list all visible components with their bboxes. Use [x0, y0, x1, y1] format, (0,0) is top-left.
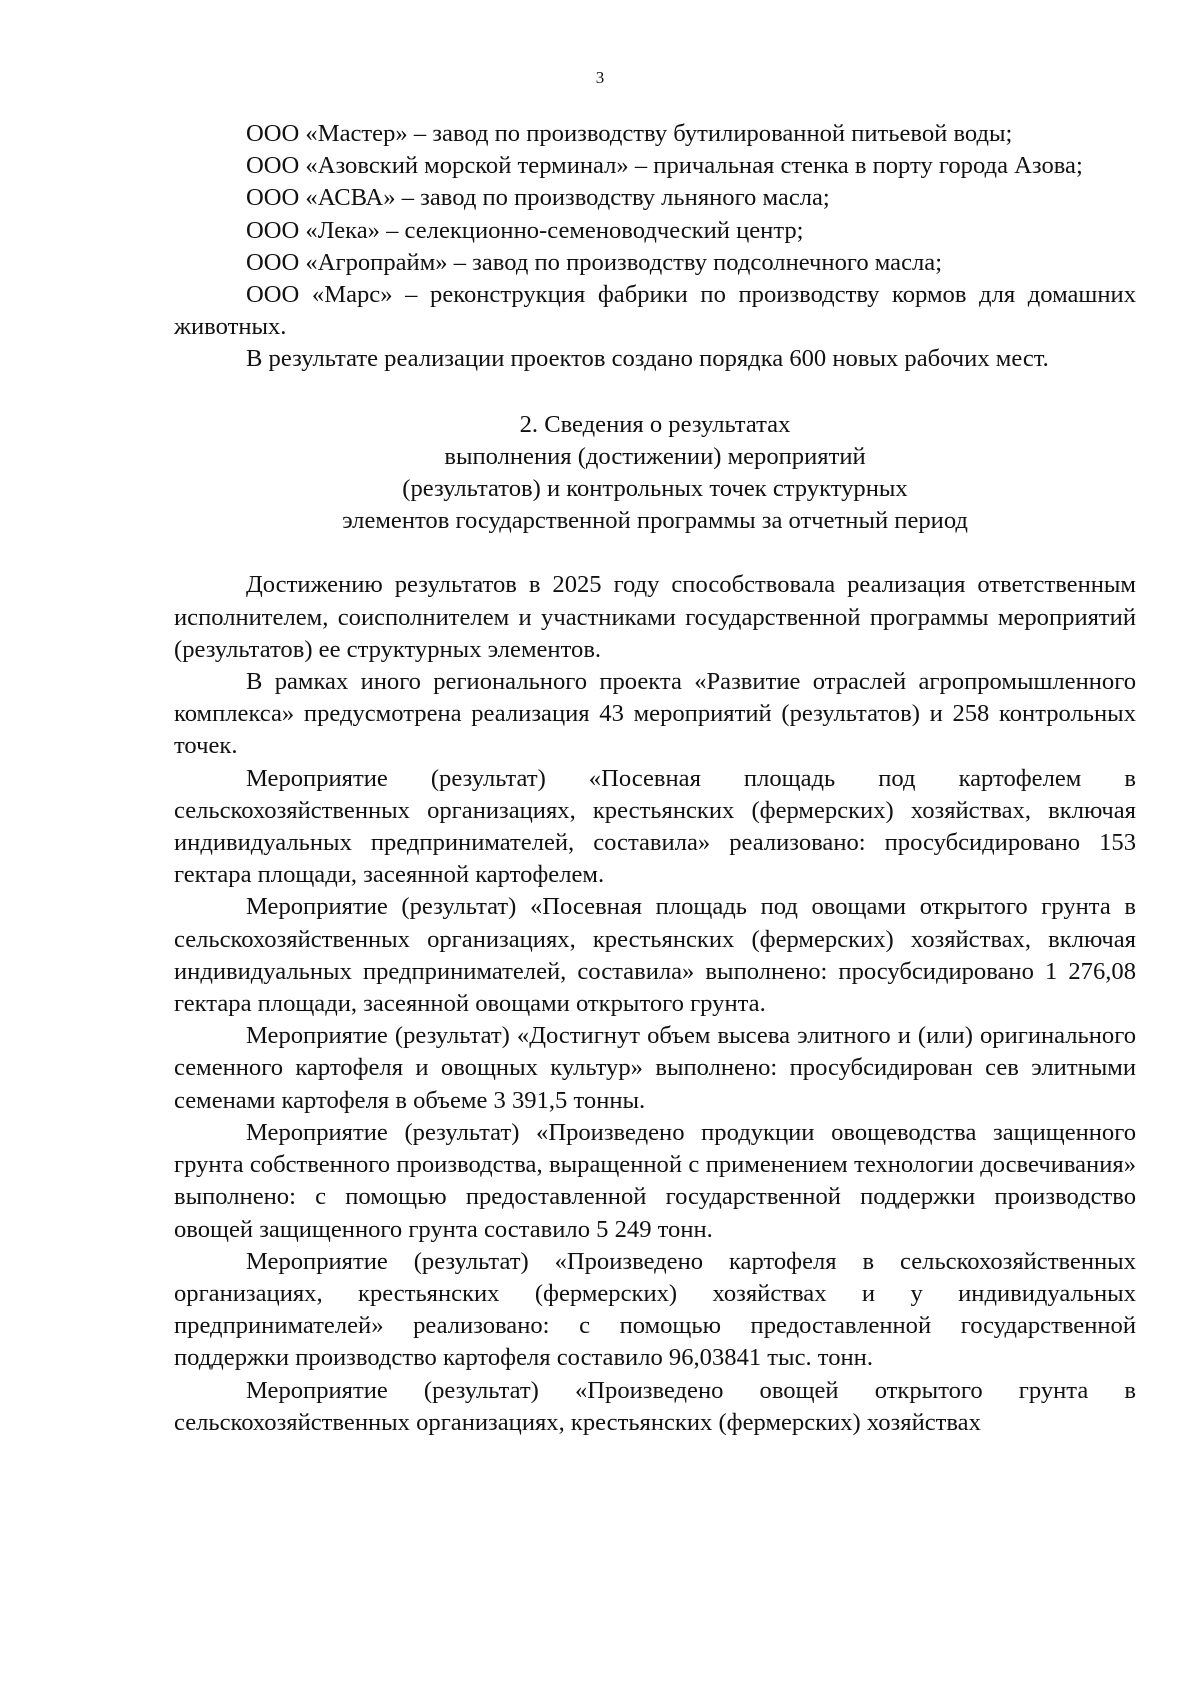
paragraph: Мероприятие (результат) «Произведено овощей открытого грунта в сельскохозяйственных организациях, крестьянских (фермерских) хозяйствах	[174, 1376, 1136, 1436]
paragraph: Мероприятие (результат) «Произведено картофеля в сельскохозяйственных организациях, крестьянских (фермерских) хозяйствах и у индивидуальных предпринимателей» реализовано: с помощью предоставленной государственной поддержки производство картофеля составило 96,03841 тыс. тонн.	[174, 1247, 1136, 1372]
paragraph: В результате реализации проектов создано порядка 600 новых рабочих мест.	[246, 345, 1049, 373]
section-heading-line: 2. Сведения о результатах	[519, 410, 791, 438]
section-heading	[174, 409, 1136, 538]
section-heading-line: элементов государственной программы за отчетный период	[342, 507, 968, 535]
page-number: 3	[595, 68, 605, 87]
list-item: ООО «Агропрайм» – завод по производству подсолнечного масла;	[246, 248, 943, 276]
section-heading-line: выполнения (достижении) мероприятий	[444, 442, 866, 470]
list-item: ООО «АСВА» – завод по производству льняного масла;	[246, 184, 830, 212]
paragraph: Мероприятие (результат) «Достигнут объем высева элитного и (или) оригинального семенного картофеля и овощных культур» выполнено: просубсидирован сев элитными семенами картофеля в объеме 3 391,5 тонны.	[174, 1022, 1136, 1114]
list-item: ООО «Лека» – селекционно-семеноводческий центр;	[246, 216, 804, 244]
document-body	[174, 118, 1136, 1439]
list-item: ООО «Мастер» – завод по производству бутилированной питьевой воды;	[246, 120, 1013, 147]
paragraph: Мероприятие (результат) «Посевная площадь под картофелем в сельскохозяйственных организациях, крестьянских (фермерских) хозяйствах, включая индивидуальных предпринимателей, составила» реализовано: просубсидировано 153 гектара площади, засеянной картофелем.	[174, 764, 1136, 889]
paragraph: Мероприятие (результат) «Посевная площадь под овощами открытого грунта в сельскохозяйственных организациях, крестьянских (фермерских) хозяйствах, включая индивидуальных предпринимателей, составила» выполнено: просубсидировано 1 276,08 гектара площади, засеянной овощами открытого грунта.	[174, 893, 1136, 1018]
paragraph: В рамках иного регионального проекта «Развитие отраслей агропромышленного комплекса» предусмотрена реализация 43 мероприятий (результатов) и 258 контрольных точек.	[174, 668, 1136, 760]
paragraph: Достижению результатов в 2025 году способствовала реализация ответственным исполнителем, соисполнителем и участниками государственной программы мероприятий (результатов) ее структурных элементов.	[174, 571, 1136, 663]
list-item: ООО «Марс» – реконструкция фабрики по производству кормов для домашних животных.	[174, 281, 1136, 341]
paragraph: Мероприятие (результат) «Произведено продукции овощеводства защищенного грунта собственного производства, выращенной с применением технологии досвечивания» выполнено: с помощью предоставленной государственной поддержки производство овощей защищенного грунта составило 5 249 тонн.	[174, 1118, 1136, 1243]
section-heading-line: (результатов) и контрольных точек структурных	[402, 475, 908, 503]
list-item: ООО «Азовский морской терминал» – причальная стенка в порту города Азова;	[246, 152, 1083, 180]
